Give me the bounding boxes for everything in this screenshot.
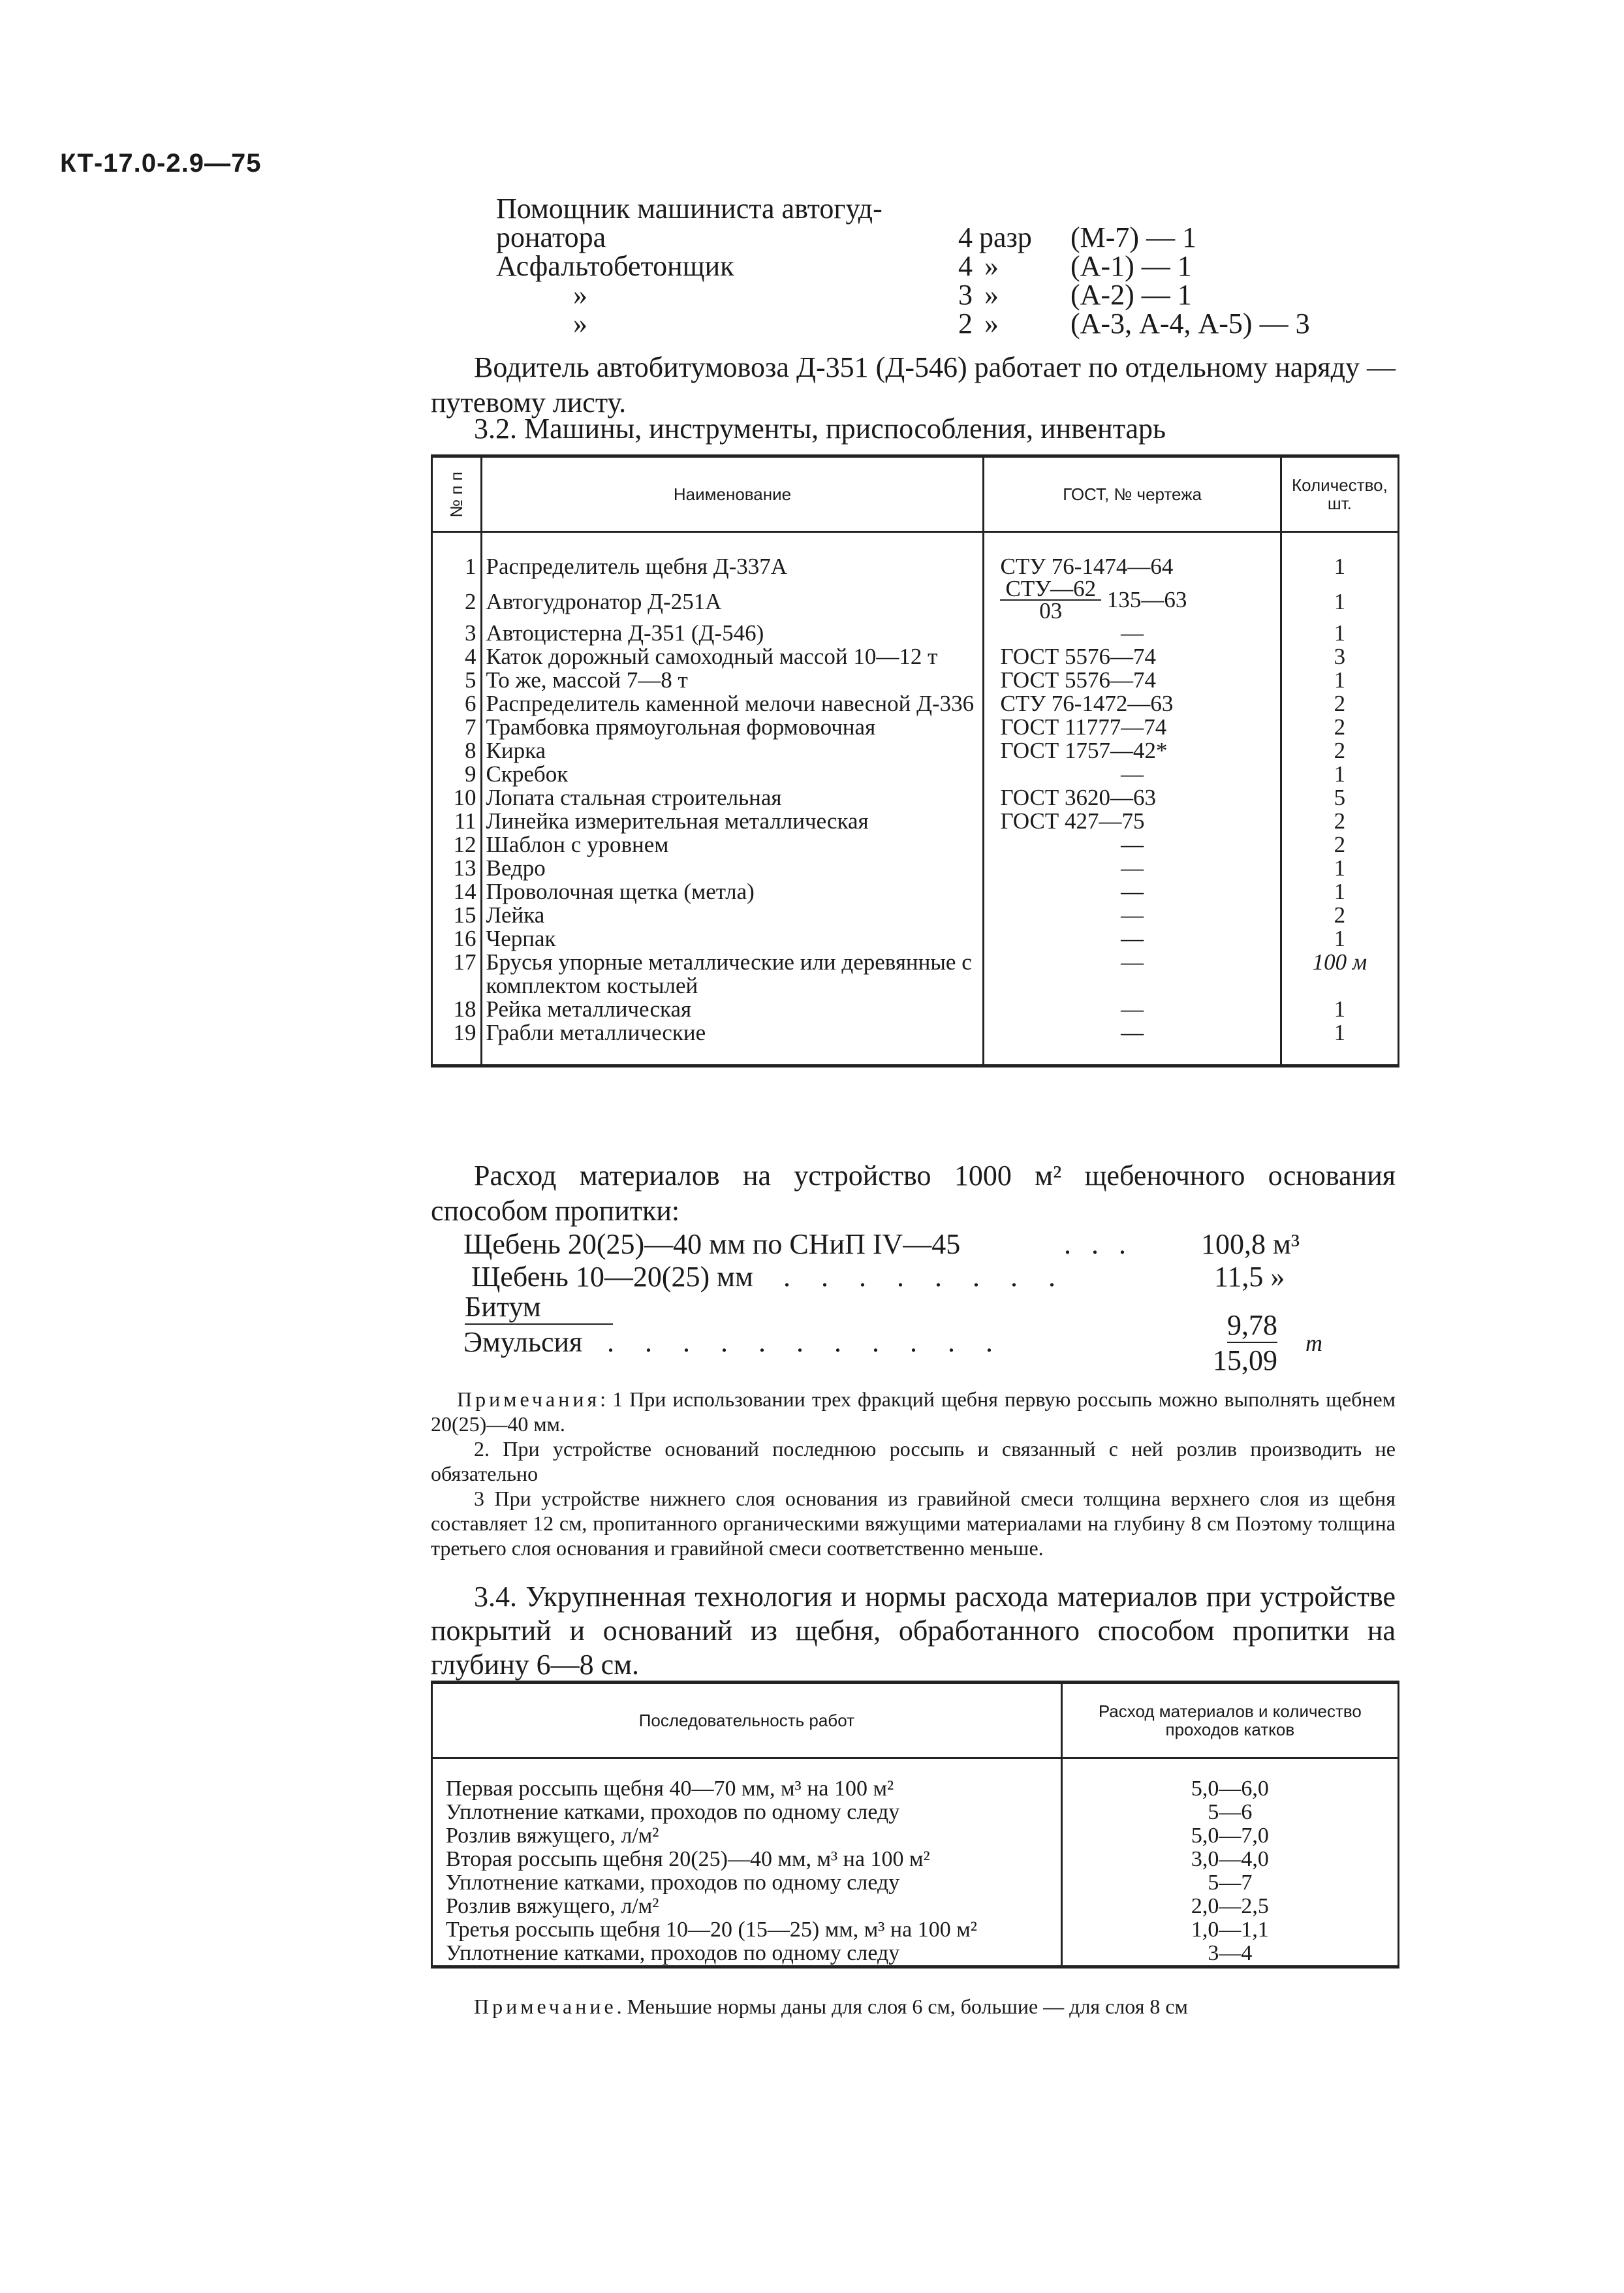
table-row xyxy=(432,786,1399,810)
item-name: Каток дорожный самоходный массой 10—12 т xyxy=(481,645,984,669)
material-1-value: 100,8 м³ xyxy=(1201,1228,1300,1260)
item-gost: — xyxy=(984,622,1281,645)
table-row xyxy=(432,532,1399,579)
item-gost: ГОСТ 1757—42* xyxy=(984,739,1281,763)
document-code: КТ-17.0-2.9—75 xyxy=(60,149,262,178)
item-name: Скребок xyxy=(481,763,984,786)
item-name: Распределитель щебня Д-337А xyxy=(481,532,984,579)
item-name: То же, массой 7—8 т xyxy=(481,669,984,692)
item-name: Кирка xyxy=(481,739,984,763)
table-row xyxy=(432,622,1399,645)
crew-unit: » xyxy=(984,308,999,340)
item-name: Грабли металлические xyxy=(481,1021,984,1066)
material-3-label-top: Битум xyxy=(465,1290,613,1325)
material-1-dots: . . . xyxy=(1064,1228,1132,1260)
crew-unit: » xyxy=(984,250,999,282)
item-name: Автогудронатор Д-251А xyxy=(481,578,984,622)
crew-name: » xyxy=(573,308,587,340)
row-number: 3 xyxy=(465,620,476,646)
row-number: 12 xyxy=(453,832,476,857)
item-qty: 1 xyxy=(1281,578,1398,622)
item-gost: ГОСТ 5576—74 xyxy=(984,645,1281,669)
row-number: 19 xyxy=(453,1020,476,1045)
consumption-intro: Расход материалов на устройство 1000 м² щебеночного основания способом пропитки: xyxy=(431,1160,1396,1227)
item-gost: ГОСТ 3620—63 xyxy=(984,786,1281,810)
table-row xyxy=(432,1895,1399,1918)
item-name: Шаблон с уровнем xyxy=(481,833,984,857)
col-rate-header: Расход материалов и количество проходов катков xyxy=(1061,1683,1398,1758)
final-note xyxy=(474,1994,1188,2019)
gost-numerator: СТУ—62 xyxy=(1000,578,1101,601)
table-row xyxy=(432,1021,1399,1066)
row-number: 9 xyxy=(465,761,476,787)
item-qty: 1 xyxy=(1281,857,1398,880)
note-1-text: : 1 При использовании трех фракций щебня первую россыпь можно выполнять щебнем 20(25)—40 мм. xyxy=(431,1387,1396,1436)
item-gost: СТУ 76-1474—64 xyxy=(984,532,1281,579)
item-name: Проволочная щетка (метла) xyxy=(481,880,984,904)
work-step: Третья россыпь щебня 10—20 (15—25) мм, м³ на 100 м² xyxy=(446,1918,977,1942)
crew-name: » xyxy=(573,279,587,311)
table-row xyxy=(432,857,1399,880)
item-qty: 1 xyxy=(1281,763,1398,786)
final-note-text: . Меньшие нормы даны для слоя 6 см, большие — для слоя 8 см xyxy=(616,1995,1188,2018)
note-3: 3 При устройстве нижнего слоя основания из гравийной смеси толщина верхнего слоя из щебня составляет 12 см, пропитанного органическими вяжущими материалами на глубину 8 см Поэтому толщина третьего слоя основания и гравийной смеси соответственно меньше. xyxy=(431,1487,1396,1560)
item-qty: 1 xyxy=(1281,880,1398,904)
work-rate: 2,0—2,5 xyxy=(1061,1895,1398,1918)
item-qty: 2 xyxy=(1281,833,1398,857)
item-qty: 1 xyxy=(1281,532,1398,579)
table-row xyxy=(432,904,1399,927)
material-3-value-bottom: 15,09 xyxy=(1213,1344,1277,1376)
table-row xyxy=(432,669,1399,692)
table-row xyxy=(432,1801,1399,1824)
equipment-table xyxy=(431,454,1399,1067)
material-3-unit: т xyxy=(1305,1330,1322,1356)
crew-name: ронатора xyxy=(496,221,606,253)
table-row xyxy=(432,880,1399,904)
crew-name: Асфальтобетонщик xyxy=(496,250,734,282)
item-gost: — xyxy=(984,927,1281,951)
crew-unit: разр xyxy=(979,221,1032,253)
row-number: 14 xyxy=(453,879,476,904)
item-name: Лейка xyxy=(481,904,984,927)
table-row xyxy=(432,1942,1399,1967)
work-step: Первая россыпь щебня 40—70 мм, м³ на 100 м² xyxy=(446,1777,894,1801)
material-3-value-top: 9,78 xyxy=(1227,1308,1277,1343)
material-2-value: 11,5 » xyxy=(1214,1261,1285,1293)
table-row xyxy=(432,998,1399,1021)
crew-code: (А-3, А-4, А-5) — 3 xyxy=(1070,308,1310,340)
material-2-dots: . . . . . . . . xyxy=(783,1261,1067,1293)
final-note-lead: Примечание xyxy=(474,1995,617,2018)
table-row xyxy=(432,692,1399,716)
table-row xyxy=(432,1758,1399,1801)
crew-code: (А-1) — 1 xyxy=(1070,250,1192,282)
table-row xyxy=(432,645,1399,669)
crew-grade: 4 xyxy=(958,221,973,253)
crew-grade: 4 xyxy=(958,250,973,282)
gost-suffix: 135—63 xyxy=(1106,587,1187,612)
item-qty: 2 xyxy=(1281,904,1398,927)
col-qty-header: Количество, шт. xyxy=(1281,456,1398,532)
item-gost: — xyxy=(984,857,1281,880)
row-number: 8 xyxy=(465,738,476,763)
work-step: Уплотнение катками, проходов по одному следу xyxy=(446,1941,900,1965)
work-step: Уплотнение катками, проходов по одному следу xyxy=(446,1800,900,1824)
item-qty: 1 xyxy=(1281,998,1398,1021)
table-row xyxy=(432,739,1399,763)
item-qty: 1 xyxy=(1281,1021,1398,1066)
material-3-dots: . . . . . . . . . . . xyxy=(607,1326,1005,1358)
item-qty: 2 xyxy=(1281,692,1398,716)
crew-name: Помощник машиниста автогуд- xyxy=(496,193,882,225)
row-number: 6 xyxy=(465,691,476,716)
note-1 xyxy=(431,1387,1396,1436)
item-gost: — xyxy=(984,951,1281,998)
item-name: Ведро xyxy=(481,857,984,880)
row-number: 7 xyxy=(465,714,476,740)
col-name-header: Наименование xyxy=(481,456,984,532)
crew-grade: 2 xyxy=(958,308,973,340)
item-name: Распределитель каменной мелочи навесной Д-336 xyxy=(481,692,984,716)
row-number: 18 xyxy=(453,996,476,1022)
crew-code: (М-7) — 1 xyxy=(1070,221,1197,253)
table-row xyxy=(432,951,1399,998)
item-name: Рейка металлическая xyxy=(481,998,984,1021)
work-rate: 5,0—7,0 xyxy=(1061,1824,1398,1848)
item-gost: — xyxy=(984,833,1281,857)
table-row xyxy=(432,578,1399,622)
technology-table xyxy=(431,1681,1399,1969)
row-number: 10 xyxy=(453,785,476,810)
item-gost: ГОСТ 5576—74 xyxy=(984,669,1281,692)
table-row xyxy=(432,763,1399,786)
work-step: Уплотнение катками, проходов по одному следу xyxy=(446,1871,900,1895)
item-name: Брусья упорные металлические или деревянные с комплектом костылей xyxy=(481,951,984,998)
work-rate: 3,0—4,0 xyxy=(1061,1848,1398,1871)
crew-unit: » xyxy=(984,279,999,311)
material-1-label: Щебень 20(25)—40 мм по СНиП IV—45 xyxy=(463,1228,961,1260)
item-gost: — xyxy=(984,998,1281,1021)
item-gost: — xyxy=(984,763,1281,786)
section-3-4-title: 3.4. Укрупненная технология и нормы расхода материалов при устройстве покрытий и оснований из щебня, обработанного способом пропитки на глубину 6—8 см. xyxy=(431,1581,1396,1681)
work-rate: 5—6 xyxy=(1061,1801,1398,1824)
gost-denominator: 03 xyxy=(1039,598,1063,624)
item-gost: ГОСТ 11777—74 xyxy=(984,716,1281,739)
item-gost: СТУ 76-1472—63 xyxy=(984,692,1281,716)
table-row xyxy=(432,927,1399,951)
row-number: 4 xyxy=(465,644,476,669)
item-gost: — xyxy=(984,904,1281,927)
work-step: Вторая россыпь щебня 20(25)—40 мм, м³ на 100 м² xyxy=(446,1847,930,1871)
row-number: 17 xyxy=(453,949,476,975)
item-name: Автоцистерна Д-351 (Д-546) xyxy=(481,622,984,645)
item-gost: — xyxy=(984,880,1281,904)
table-row xyxy=(432,1824,1399,1848)
driver-note: Водитель автобитумовоза Д-351 (Д-546) работает по отдельному наряду — путевому листу. xyxy=(431,351,1396,419)
item-qty: 1 xyxy=(1281,927,1398,951)
table-row xyxy=(432,810,1399,833)
notes-lead: Примечания xyxy=(457,1387,601,1411)
row-number: 11 xyxy=(454,808,476,834)
item-qty: 1 xyxy=(1281,622,1398,645)
table-row xyxy=(432,833,1399,857)
item-qty: 3 xyxy=(1281,645,1398,669)
work-rate: 1,0—1,1 xyxy=(1061,1918,1398,1942)
item-qty: 2 xyxy=(1281,739,1398,763)
table-row xyxy=(432,1871,1399,1895)
material-2-label: Щебень 10—20(25) мм xyxy=(471,1261,753,1293)
item-qty: 100 м xyxy=(1281,951,1398,998)
item-gost: ГОСТ 427—75 xyxy=(984,810,1281,833)
table-row xyxy=(432,1918,1399,1942)
table-row xyxy=(432,716,1399,739)
work-rate: 5,0—6,0 xyxy=(1061,1758,1398,1801)
item-qty: 2 xyxy=(1281,810,1398,833)
item-name: Линейка измерительная металлическая xyxy=(481,810,984,833)
row-number: 13 xyxy=(453,855,476,881)
work-step: Розлив вяжущего, л/м² xyxy=(446,1894,659,1918)
row-number: 2 xyxy=(465,589,476,614)
item-gost: — xyxy=(984,1021,1281,1066)
row-number: 16 xyxy=(453,926,476,951)
item-name: Лопата стальная строительная xyxy=(481,786,984,810)
work-rate: 3—4 xyxy=(1061,1942,1398,1967)
row-number: 5 xyxy=(465,667,476,693)
item-name: Черпак xyxy=(481,927,984,951)
item-name: Трамбовка прямоугольная формовочная xyxy=(481,716,984,739)
note-2: 2. При устройстве оснований последнюю россыпь и связанный с ней розлив производить не обязательно xyxy=(431,1437,1396,1485)
item-qty: 2 xyxy=(1281,716,1398,739)
table-row xyxy=(432,1848,1399,1871)
row-number: 15 xyxy=(453,902,476,928)
col-sequence-header: Последовательность работ xyxy=(432,1683,1062,1758)
col-number-header: № п п xyxy=(432,456,482,532)
item-qty: 1 xyxy=(1281,669,1398,692)
crew-code: (А-2) — 1 xyxy=(1070,279,1192,311)
work-step: Розлив вяжущего, л/м² xyxy=(446,1824,659,1848)
material-3-label-bottom: Эмульсия xyxy=(463,1326,583,1358)
col-gost-header: ГОСТ, № чертежа xyxy=(984,456,1281,532)
notes-block xyxy=(431,1387,1396,1560)
item-gost-fraction xyxy=(984,578,1281,622)
crew-grade: 3 xyxy=(958,279,973,311)
item-qty: 5 xyxy=(1281,786,1398,810)
work-rate: 5—7 xyxy=(1061,1871,1398,1895)
section-3-2-title: 3.2. Машины, инструменты, приспособления, инвентарь xyxy=(474,413,1166,445)
row-number: 1 xyxy=(465,554,476,579)
